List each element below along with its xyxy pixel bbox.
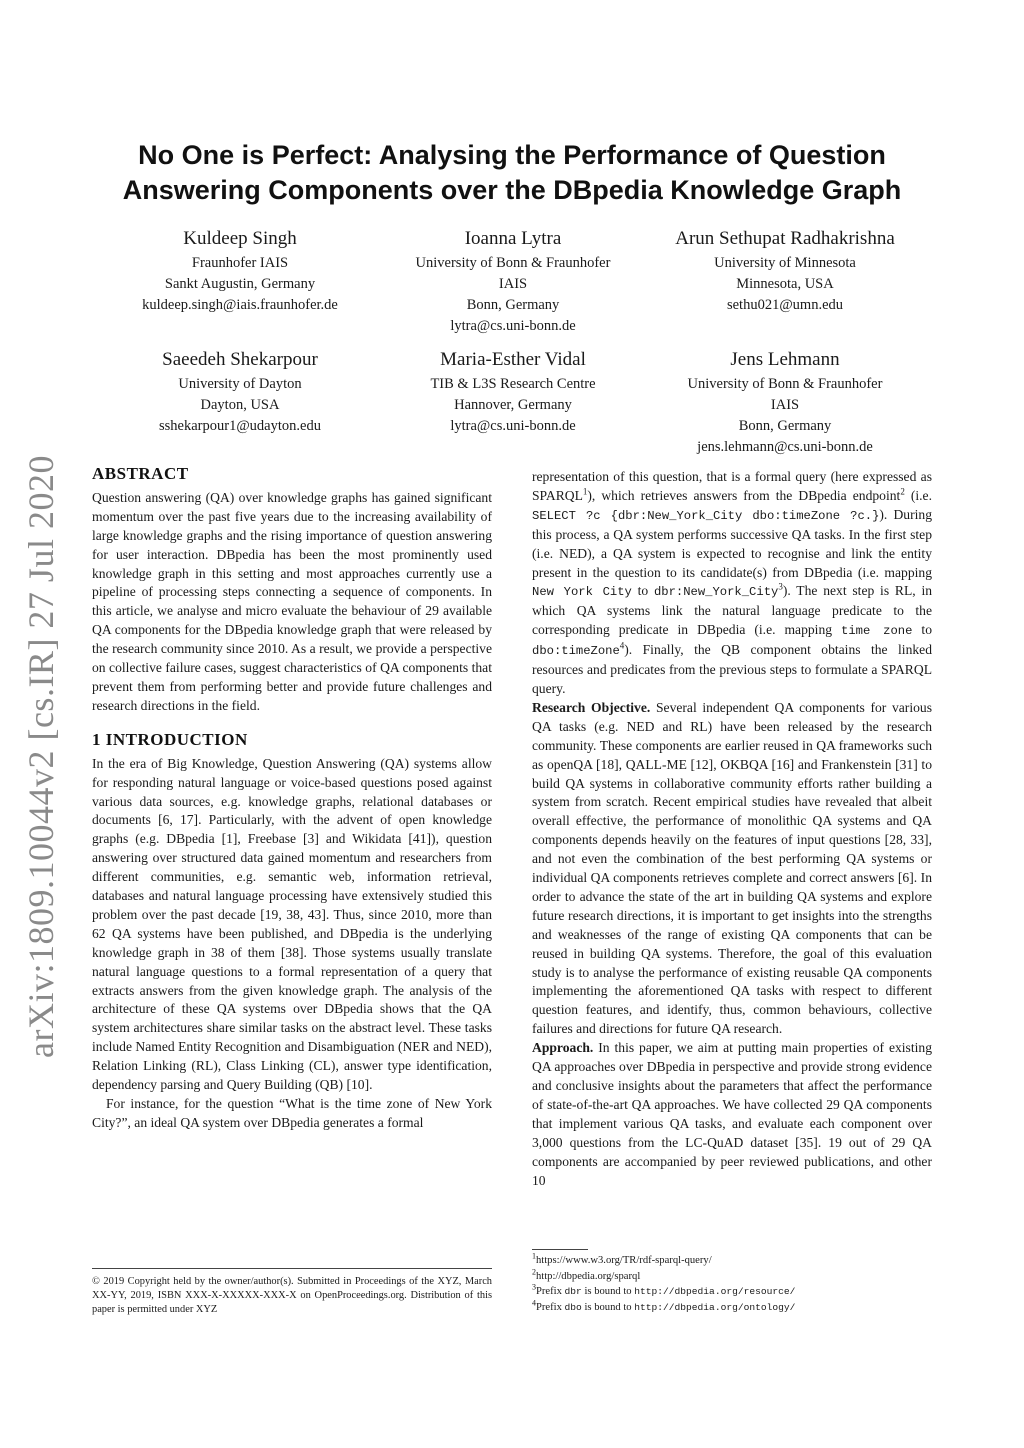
inline-code: dbo:timeZone bbox=[532, 644, 620, 659]
author-affiliation: University of Minnesota bbox=[714, 255, 856, 271]
footnote-ref: 2 bbox=[900, 486, 905, 497]
footnote bbox=[532, 1266, 932, 1285]
author-location: Bonn, Germany bbox=[466, 297, 560, 313]
prefix-code: dbo bbox=[564, 1301, 582, 1313]
author-affiliation: University of Bonn & Fraunhofer bbox=[415, 255, 611, 271]
body-paragraph bbox=[532, 468, 932, 699]
footnote-link[interactable]: http://dbpedia.org/sparql bbox=[536, 1270, 641, 1282]
footnote-ref: 4 bbox=[619, 640, 625, 651]
footnote-link[interactable]: http://dbpedia.org/ontology/ bbox=[634, 1301, 796, 1313]
author-affiliation: University of Dayton bbox=[178, 376, 302, 392]
body-text: (i.e. bbox=[904, 487, 932, 503]
footnote-text: is bound to bbox=[581, 1286, 635, 1297]
footnotes bbox=[532, 1249, 932, 1315]
body-paragraph bbox=[532, 1039, 932, 1190]
arxiv-identifier: arXiv:1809.10044v2 [cs.IR] 27 Jul 2020 bbox=[21, 455, 61, 1058]
footnote bbox=[532, 1297, 932, 1316]
footnote-ref: 1 bbox=[582, 486, 588, 497]
abstract-text: Question answering (QA) over knowledge graphs has gained significant momentum over the past five years due to the increasing availability of large knowledge graphs and the rising importance of question answering for user interaction. DBpedia has been the most prominently used knowledge graph in this setting and most approaches currently use a pipeline of processing steps connecting a sequence of components. In this article, we analyse and micro evaluate the behaviour of 29 available QA components for the DBpedia knowledge graph that were released by the research community since 2010. As a result, we provide a perspective on collective failure cases, suggest characteristics of QA components that prevent them from performing better and provide future challenges and research directions in the field. bbox=[92, 489, 492, 713]
author-email: sshekarpour1@udayton.edu bbox=[159, 418, 321, 434]
author-affiliation: TIB & L3S Research Centre bbox=[430, 376, 596, 392]
inline-code: time zone bbox=[841, 624, 913, 639]
author-affiliation: University of Bonn & Fraunhofer bbox=[687, 376, 883, 392]
footnote-number: 1 bbox=[532, 1251, 536, 1261]
author-block bbox=[635, 347, 935, 458]
footnote-text: Prefix bbox=[536, 1286, 565, 1297]
author-block bbox=[90, 347, 390, 437]
author-name: Saeedeh Shekarpour bbox=[162, 349, 318, 370]
right-column bbox=[532, 468, 932, 1190]
author-block bbox=[635, 226, 935, 316]
footnote-link[interactable]: https://www.w3.org/TR/rdf-sparql-query/ bbox=[536, 1255, 712, 1266]
footnote-link[interactable]: http://dbpedia.org/resource/ bbox=[634, 1286, 796, 1297]
author-name: Ioanna Lytra bbox=[464, 228, 562, 249]
author-email: jens.lehmann@cs.uni-bonn.de bbox=[697, 439, 873, 455]
author-affiliation-cont: IAIS bbox=[498, 276, 528, 292]
paper-title: No One is Perfect: Analysing the Performance of Question Answering Components over the DBpedia Knowledge Graph bbox=[122, 140, 902, 205]
footnote-rule bbox=[532, 1249, 588, 1250]
author-name: Arun Sethupat Radhakrishna bbox=[675, 228, 895, 249]
run-in-heading: Research Objective. bbox=[532, 699, 651, 715]
intro-paragraph: For instance, for the question “What is the time zone of New York City?”, an ideal QA system over DBpedia generates a formal bbox=[92, 1096, 492, 1130]
author-block bbox=[363, 226, 663, 337]
author-location: Dayton, USA bbox=[200, 397, 280, 413]
footnote bbox=[532, 1284, 932, 1300]
body-text: to bbox=[631, 583, 654, 599]
body-text: ), which retrieves answers from the DBpedia endpoint bbox=[587, 487, 901, 503]
copyright-notice: © 2019 Copyright held by the owner/author(s). Submitted in Proceedings of the XYZ, March XX-YY, 2019, ISBN XXX-X-XXXXX-XXX-X on OpenProceedings.org. Distribution of this paper is permitted under XYZ bbox=[92, 1268, 492, 1317]
author-block bbox=[90, 226, 390, 316]
body-text: ). During this process, a QA system performs successive QA tasks. In the first step (i.e. NED), a QA system is expected to recognise and link the entity present in the question to its candidate(s) from DBpedia (i.e. mapping bbox=[532, 506, 932, 580]
body-paragraph bbox=[532, 699, 932, 1039]
body-text: In this paper, we aim at putting main properties of existing QA approaches over DBpedia in perspective and provide strong evidence and conclusive insights about the parameters that affect the performance of state-of-the-art QA approaches. We have collected 29 QA components that implement various QA tasks, and evaluate each component over 3,000 questions from the LC-QuAD dataset [35]. 19 out of 29 QA components are accompanied by peer reviewed publications, and other 10 bbox=[532, 1040, 932, 1188]
body-text: Several independent QA components for various QA tasks (e.g. NED and RL) have been released by the research community. These components are earlier reused in QA frameworks such as openQA [18], QALL-ME [12], OKBQA [16] and Frankenstein [31] to build QA systems in collaborative community efforts rather building a system from scratch. Recent empirical studies have revealed that albeit overall effective, the performance of monolithic QA systems and QA components depends heavily on the features of input questions [28, 33], and not even the combination of the best performing QA systems or individual QA components retrieves complete and correct answers [6]. In order to advance the state of the art in building QA systems and explore future research directions, it is important to get insights into the strengths and weaknesses of the range of existing QA components that can be reused in building QA systems. Therefore, the goal of this evaluation study is to analyse the performance of existing reusable QA components implementing the aforementioned QA tasks with respect to different question features, and identify, thus, common behaviours, collective failures and directions for future QA research. bbox=[532, 699, 932, 1037]
footnote-text: is bound to bbox=[581, 1301, 635, 1313]
author-block bbox=[363, 347, 663, 437]
abstract-heading: ABSTRACT bbox=[92, 464, 189, 483]
author-email: lytra@cs.uni-bonn.de bbox=[450, 318, 576, 334]
author-location: Sankt Augustin, Germany bbox=[164, 276, 316, 292]
body-text: ). Finally, the QB component obtains the linked resources and predicates from the previous steps to formulate a SPARQL query. bbox=[532, 642, 932, 696]
author-name: Kuldeep Singh bbox=[183, 228, 297, 249]
body-text: representation of this question, that is a formal query (here expressed as SPARQL bbox=[532, 469, 932, 503]
footnote-number: 2 bbox=[532, 1266, 536, 1276]
author-affiliation-cont: IAIS bbox=[770, 397, 800, 413]
run-in-heading: Approach. bbox=[532, 1040, 594, 1056]
author-affiliation: Fraunhofer IAIS bbox=[191, 255, 289, 271]
prefix-code: dbr bbox=[564, 1286, 582, 1297]
footnote bbox=[532, 1253, 932, 1269]
footnote-text: Prefix bbox=[536, 1301, 565, 1313]
author-name: Jens Lehmann bbox=[730, 349, 840, 370]
body-text: ). The next step is RL, in which QA systems link the natural language predicate to the corresponding predicate in DBpedia (i.e. mapping bbox=[532, 583, 933, 638]
author-location: Bonn, Germany bbox=[738, 418, 832, 434]
footnote-number: 3 bbox=[532, 1282, 536, 1292]
author-email: sethu021@umn.edu bbox=[726, 297, 844, 313]
inline-code: dbr:New_York_City bbox=[653, 585, 779, 600]
sparql-query: SELECT ?c {dbr:New_York_City dbo:timeZone ?c.} bbox=[532, 508, 880, 523]
author-email: kuldeep.singh@iais.fraunhofer.de bbox=[142, 297, 338, 313]
author-location: Hannover, Germany bbox=[454, 397, 572, 413]
intro-paragraph: In the era of Big Knowledge, Question Answering (QA) systems allow for responding natural language or voice-based questions posed against various data sources, e.g. knowledge graphs, relational databases or documents [6, 17]. Particularly, with the advent of open knowledge graphs (e.g. DBpedia [1], Freebase [3] and Wikidata [41]), question answering over structured data gained momentum and researchers from different communities, e.g. semantic web, information retrieval, databases and natural language processing have extensively studied this problem over the past decade [19, 38, 43]. Thus, since 2010, more than 62 QA systems have been published, and DBpedia is the underlying knowledge graph in 38 of them [38]. Those systems usually translate natural language questions to a formal representation of a query that extracts answers from the given knowledge graph. The analysis of the architecture of these QA systems over DBpedia shows that the QA system architectures share similar tasks on the abstract level. These tasks include Named Entity Recognition and Disambiguation (NER and NED), Relation Linking (RL), Class Linking (CL), answer type identification, dependency parsing and Query Building (QB) [10]. bbox=[92, 755, 492, 1093]
footnote-ref: 3 bbox=[778, 581, 783, 592]
left-column bbox=[92, 465, 492, 1133]
author-name: Maria-Esther Vidal bbox=[440, 349, 586, 370]
author-email: lytra@cs.uni-bonn.de bbox=[450, 418, 576, 434]
body-text: to bbox=[912, 622, 932, 638]
inline-code: New York City bbox=[532, 585, 632, 600]
author-location: Minnesota, USA bbox=[736, 276, 834, 292]
footnote-number: 4 bbox=[532, 1297, 536, 1307]
introduction-heading: 1 INTRODUCTION bbox=[92, 729, 248, 749]
